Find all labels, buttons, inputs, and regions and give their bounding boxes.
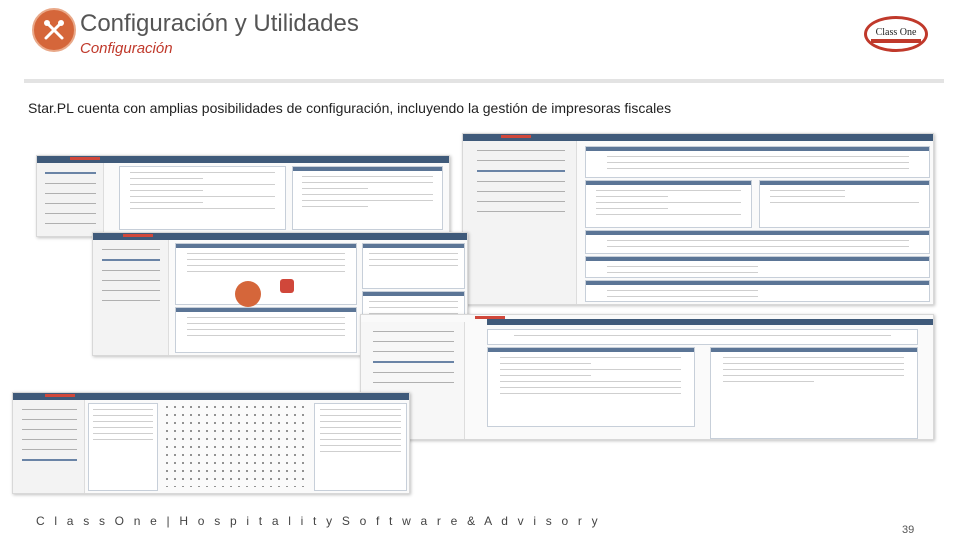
page-subtitle: Configuración [80,40,173,57]
page-number: 39 [902,524,915,536]
intro-text: Star.PL cuenta con amplias posibilidades de configuración, incluyendo la gestión de impresoras fiscales [28,100,672,116]
page-title: Configuración y Utilidades [80,10,359,37]
screenshot-mesas-grid [12,392,410,494]
cutlery-logo-icon [32,8,76,52]
brand-logo-text: Class One [875,27,917,38]
header-divider [24,79,944,83]
screenshot-dispositivos [360,314,934,440]
screenshot-general-config [36,155,450,237]
class-one-logo [864,16,928,52]
screenshot-printer-config [462,133,934,305]
footer-text: C l a s s O n e | H o s p i t a l i t y S o f t w a r e & A d v i s o r y [36,514,601,528]
